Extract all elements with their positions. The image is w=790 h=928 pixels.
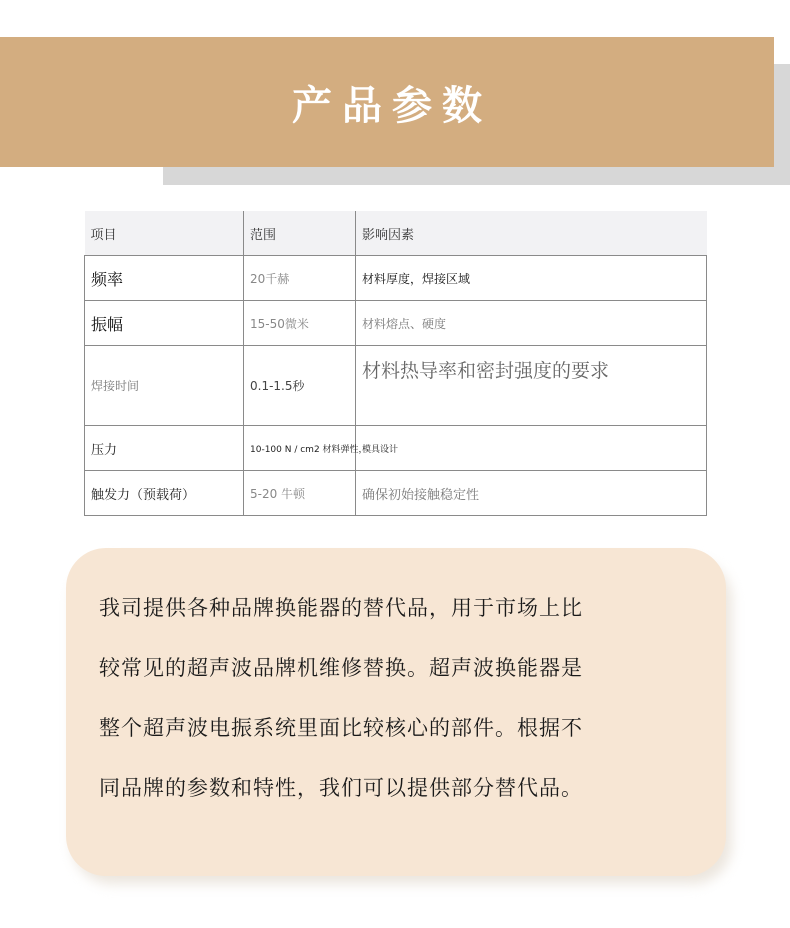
cell-item: 压力 [85,426,244,471]
cell-item: 频率 [85,256,244,301]
cell-range: 15-50微米 [244,301,356,346]
cell-range: 0.1-1.5秒 [244,346,356,426]
cell-factor: 确保初始接触稳定性 [356,471,707,516]
cell-factor: 材料熔点、硬度 [356,301,707,346]
description-line: 较常见的超声波品牌机维修替换。超声波换能器是 [99,656,583,680]
description-line: 整个超声波电振系统里面比较核心的部件。根据不 [99,716,583,740]
column-header-factor: 影响因素 [356,211,707,256]
table-row [85,346,707,426]
table-row [85,426,707,471]
table-row [85,256,707,301]
table-row [85,471,707,516]
cell-factor: 模具设计 [356,426,707,471]
cell-range: 5-20 牛顿 [244,471,356,516]
cell-range: 10-100 N / cm2 材料弹性， [244,426,356,471]
title-banner [0,37,774,167]
table-row [85,301,707,346]
page-title: 产品参数 [292,82,492,129]
description-line: 我司提供各种品牌换能器的替代品，用于市场上比 [99,596,583,620]
parameter-table [84,211,707,516]
cell-factor: 材料厚度，焊接区域 [356,256,707,301]
cell-item: 焊接时间 [85,346,244,426]
cell-range: 20千赫 [244,256,356,301]
cell-item: 触发力（预载荷） [85,471,244,516]
column-header-item: 项目 [85,211,244,256]
table-header-row [85,211,707,256]
cell-item: 振幅 [85,301,244,346]
column-header-range: 范围 [244,211,356,256]
cell-factor: 材料热导率和密封强度的要求 [356,346,707,426]
description-line: 同品牌的参数和特性，我们可以提供部分替代品。 [99,776,583,800]
